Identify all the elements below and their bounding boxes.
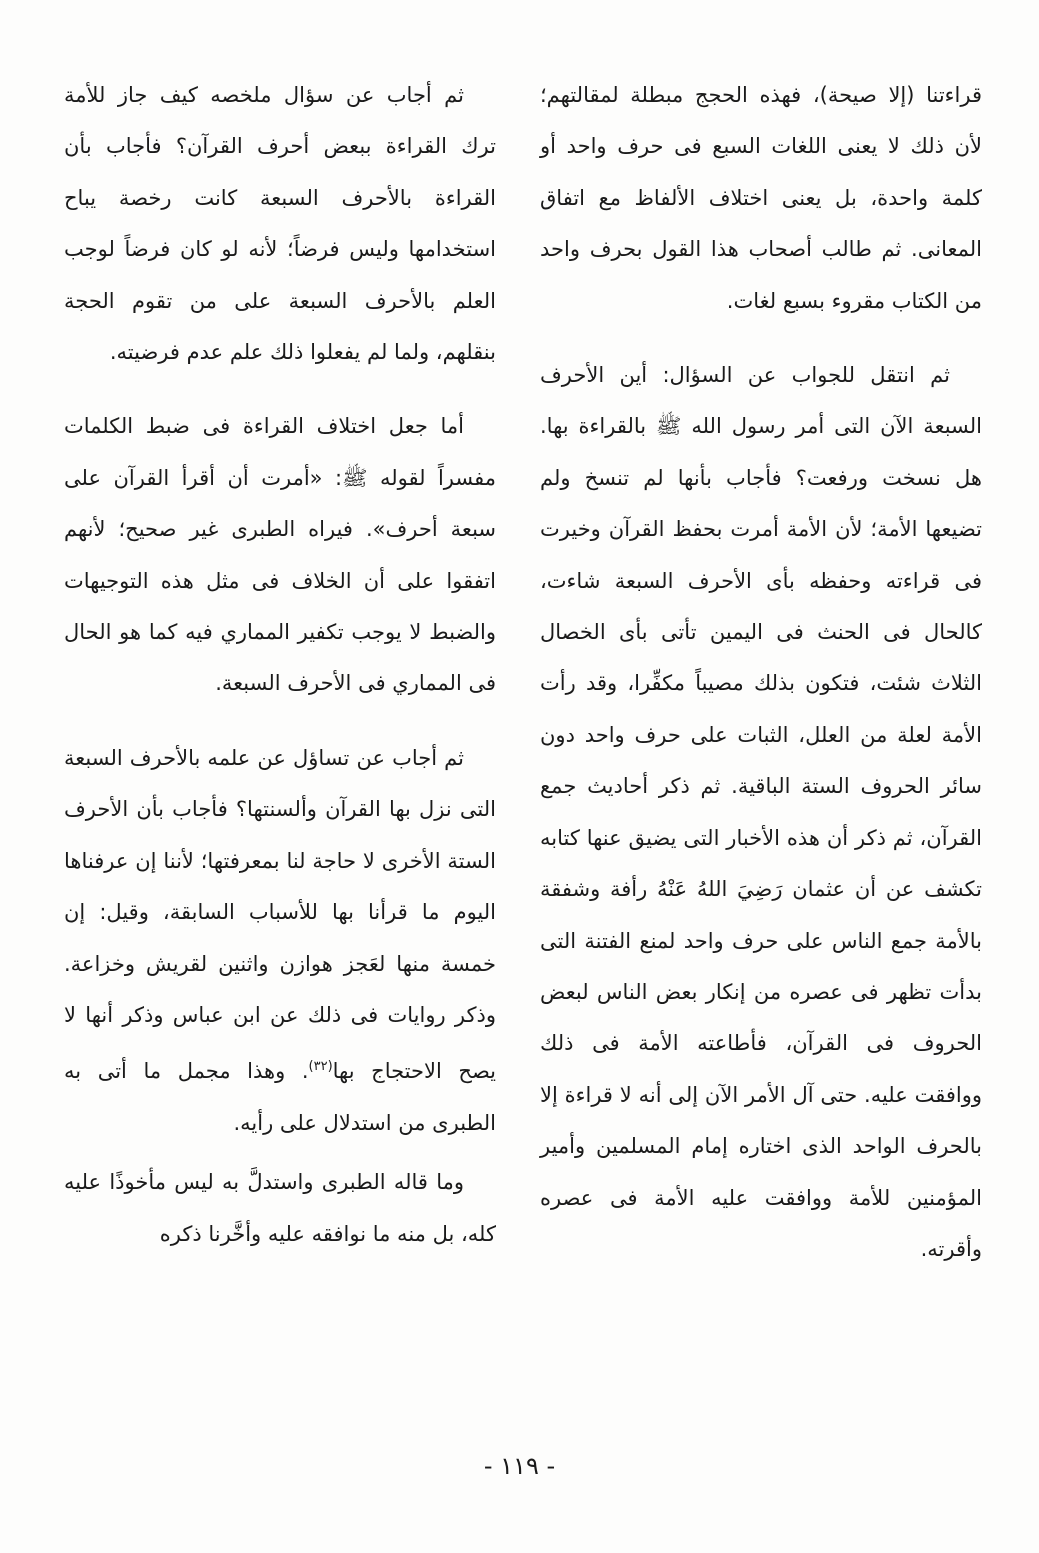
left-column [64,70,496,1260]
left-paragraph-1: ثم أجاب عن سؤال ملخصه كيف جاز للأمة ترك القراءة ببعض أحرف القرآن؟ فأجاب بأن القراءة بالأحرف السبعة كانت رخصة يباح استخدامها وليس فرضاً؛ لأنه لو كان فرضاً لوجب العلم بالأحرف السبعة على من تقوم الحجة بنقلهم، ولما لم يفعلوا ذلك علم عدم فرضيته. [64,83,496,365]
left-paragraph-3-end: . وهذا مجمل ما أتى به الطبرى من استدلال على رأيه. [64,1059,496,1135]
left-paragraph-3 [64,733,496,1149]
right-paragraph-1: قراءتنا (إلا صيحة)، فهذه الحجج مبطلة لمقالتهم؛ لأن ذلك لا يعنى اللغات السبع فى حرف واحد أو كلمة واحدة، بل يعنى اختلاف الألفاظ مع اتفاق المعانى. ثم طالب أصحاب هذا القول بحرف واحد من الكتاب مقروء بسبع لغات. [540,83,982,313]
paragraph-gap [64,378,496,401]
page-number: - ١١٩ - [483,1452,556,1480]
left-paragraph-3-text: ثم أجاب عن تساؤل عن علمه بالأحرف السبعة التى نزل بها القرآن وألسنتها؟ فأجاب بأن الأحرف الستة الأخرى لا حاجة لنا بمعرفتها؛ لأننا إن عرفناها اليوم ما قرأنا بها للأسباب السابقة، وقيل: إن خمسة منها لعَجز هوازن واثنين لقريش وخزاعة. وذكر روايات فى ذلك عن ابن عباس وذكر أنها لا يصح الاحتجاج بها [64,745,497,1084]
right-column [540,70,982,1275]
paragraph-gap [64,710,496,733]
left-paragraph-4: وما قاله الطبرى واستدلَّ به ليس مأخوذًا عليه كله، بل منه ما نوافقه عليه وأخَّرنا ذكره [64,1170,496,1246]
left-paragraph-2: أما جعل اختلاف القراءة فى ضبط الكلمات مفسراً لقوله ﷺ: «أمرت أن أقرأ القرآن على سبعة أحرف». فيراه الطبرى غير صحيح؛ لأنهم اتفقوا على أن الخلاف فى مثل هذه التوجيهات والضبط لا يوجب تكفير المماري فيه كما هو الحال فى المماري فى الأحرف السبعة. [64,414,496,696]
paragraph-gap [540,327,982,350]
right-paragraph-2: ثم انتقل للجواب عن السؤال: أين الأحرف السبعة الآن التى أمر رسول الله ﷺ بالقراءة بها. هل نسخت ورفعت؟ فأجاب بأنها لم تنسخ ولم تضيعها الأمة؛ لأن الأمة أمرت بحفظ القرآن وخيرت فى قراءته وحفظه بأى الأحرف السبعة شاءت، كالحال فى الحنث فى اليمين تأتى بأى الخصال الثلاث شئت، فتكون بذلك مصيباً مكفِّرا، وقد رأت الأمة لعلة من العلل، الثبات على حرف واحد دون سائر الحروف الستة الباقية. ثم ذكر أحاديث جمع القرآن، ثم ذكر أن هذه الأخبار التى يضيق عنها كتابه تكشف عن أن عثمان رَضِيَ اللهُ عَنْهُ رأفة وشفقة بالأمة جمع الناس على حرف واحد لمنع الفتنة التى بدأت تظهر فى عصره من إنكار بعض الناس لبعض الحروف فى القرآن، فأطاعته الأمة فى ذلك ووافقت عليه. حتى آل الأمر الآن إلى أنه لا قراءة إلا بالحرف الواحد الذى اختاره إمام المسلمين وأمير المؤمنين للأمة ووافقت عليه الأمة فى عصره وأقرته. [540,363,982,1261]
paragraph-gap [64,1149,496,1157]
footnote-marker: (٣٢) [308,1059,333,1075]
